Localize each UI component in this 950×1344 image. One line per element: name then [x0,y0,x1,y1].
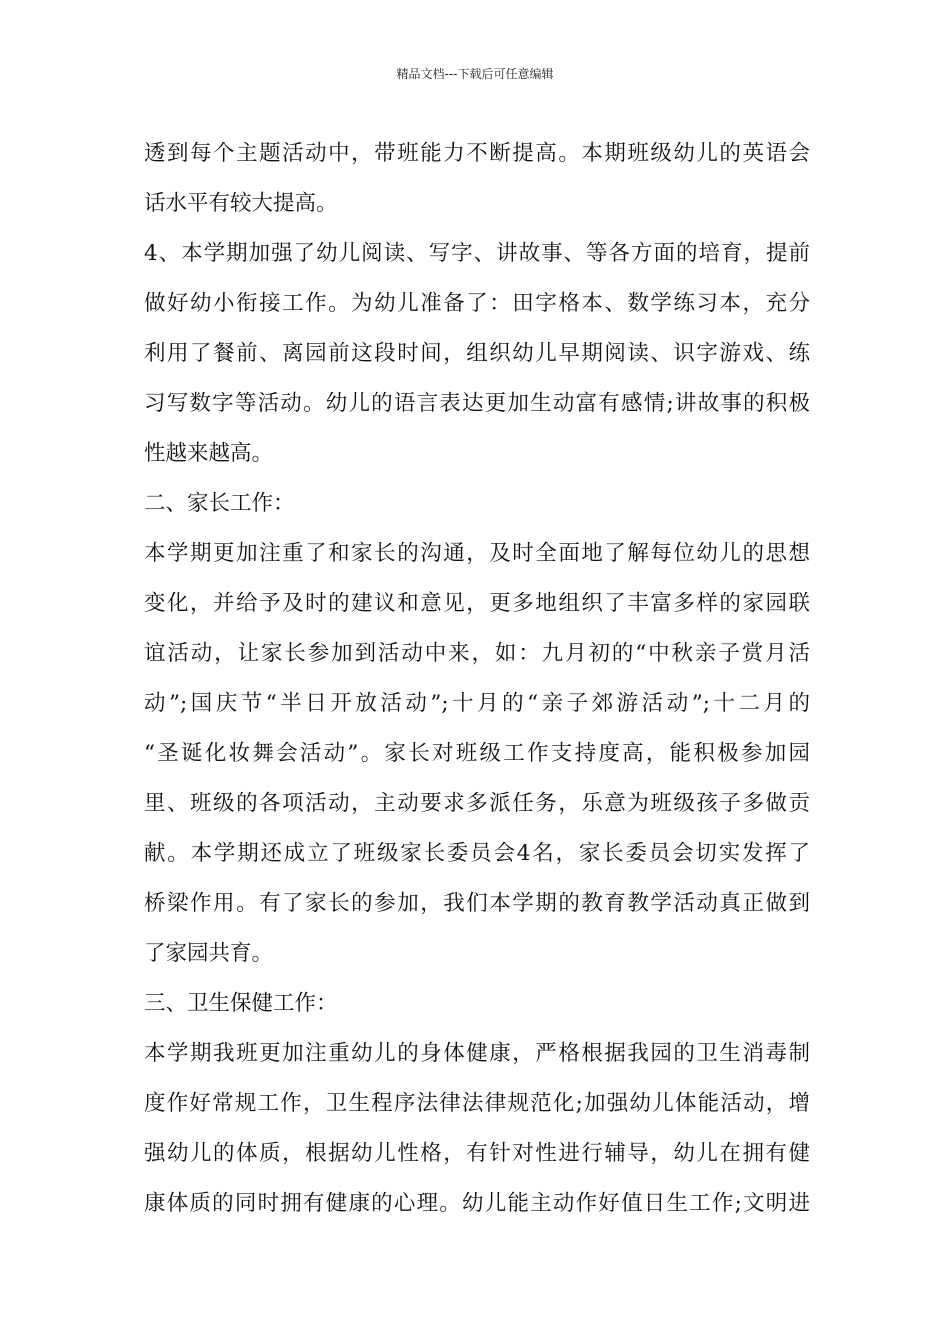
text-line: 做好幼小衔接工作。为幼儿准备了：田字格本、数学练习本，充分 [144,291,810,316]
text-line: 本学期我班更加注重幼儿的身体健康，严格根据我园的卫生消毒制 [144,1041,810,1066]
text-line: 透到每个主题活动中，带班能力不断提高。本期班级幼儿的英语会 [144,141,810,166]
text-line: 度作好常规工作，卫生程序法律法律规范化;加强幼儿体能活动，增 [144,1091,810,1116]
text-line: 性越来越高。 [144,441,274,466]
text-line: 了家园共育。 [144,941,274,966]
text-line: 谊活动，让家长参加到活动中来，如：九月初的“中秋亲子赏月活 [144,641,810,666]
text-line: “圣诞化妆舞会活动”。家长对班级工作支持度高，能积极参加园 [144,741,810,766]
page-header: 精品文档---下载后可任意编辑 [396,67,554,81]
text-line: 习写数字等活动。幼儿的语言表达更加生动富有感情;讲故事的积极 [144,391,810,416]
text-line: 献。本学期还成立了班级家长委员会4名，家长委员会切实发挥了 [144,841,810,866]
text-line: 本学期更加注重了和家长的沟通，及时全面地了解每位幼儿的思想 [144,541,810,566]
text-line: 话水平有较大提高。 [144,191,338,216]
document-body [144,132,810,1232]
text-line: 桥梁作用。有了家长的参加，我们本学期的教育教学活动真正做到 [144,891,810,916]
text-line: 利用了餐前、离园前这段时间，组织幼儿早期阅读、识字游戏、练 [144,341,810,366]
text-line: 变化，并给予及时的建议和意见，更多地组织了丰富多样的家园联 [144,591,810,616]
section-heading: 三、卫生保健工作： [144,991,338,1016]
text-line: 4、本学期加强了幼儿阅读、写字、讲故事、等各方面的培育，提前 [144,241,810,266]
section-heading: 二、家长工作： [144,491,295,516]
text-line: 里、班级的各项活动，主动要求多派任务，乐意为班级孩子多做贡 [144,791,810,816]
text-line: 康体质的同时拥有健康的心理。幼儿能主动作好值日生工作;文明进 [144,1191,810,1216]
text-line: 动”;国庆节“半日开放活动”;十月的“亲子郊游活动”;十二月的 [144,691,810,716]
text-line: 强幼儿的体质，根据幼儿性格，有针对性进行辅导，幼儿在拥有健 [144,1141,810,1166]
